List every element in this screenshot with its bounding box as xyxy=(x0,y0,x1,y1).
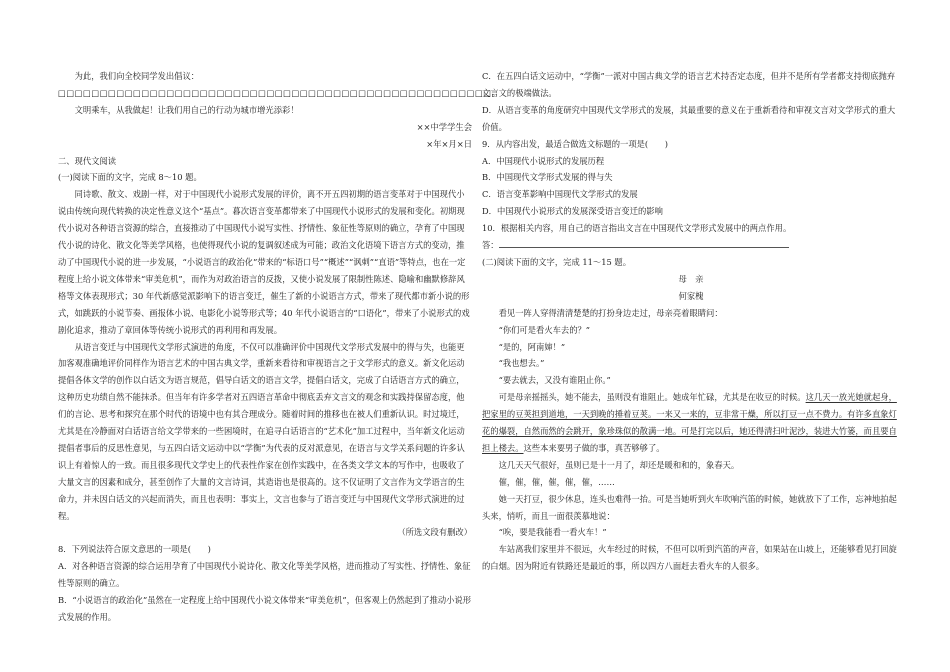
section-title: 二、现代文阅读 xyxy=(58,155,117,166)
story-paragraph-1: 看见一阵人穿得清清楚楚的打扮身边走过，母亲亮着眼睛问： xyxy=(498,307,723,318)
question-9-option-c: C．语言变革影响中国现代文学形式的发展 xyxy=(482,189,638,200)
story-title: 母 亲 xyxy=(678,273,704,284)
story-paragraph-2: “你们可是看火车去的？” xyxy=(498,324,591,335)
story-paragraph-5: “要去就去，又没有谁阻止你。” xyxy=(498,375,611,386)
story-paragraph-8: 催，催，催，催，催，催，…… xyxy=(498,476,615,487)
story-paragraph-3: “是的，阿南婶！” xyxy=(498,341,566,352)
question-8-option-d: D．从语言变革的角度研究中国现代文学形式的发展，其最重要的意义在于重新看待和审视文言对文学形式的重大价值。 xyxy=(482,104,896,132)
question-8-option-c: C．在五四白话文运动中，“学衡”一派对中国古典文学的语言艺术持否定态度，但并不是所有学者都支持彻底抛弃文言文的极端做法。 xyxy=(482,71,896,98)
question-10-stem: 10．根据相关内容，用自己的语言指出文言在中国现代文学形式发展中的两点作用。 xyxy=(482,223,792,234)
question-9-stem: 9．从内容出发，最适合做选文标题的一项是( ) xyxy=(482,138,668,149)
story-paragraph-11: 车站离我们家里并不很远，火车经过的时候，不但可以听到汽笛的声音，如果站在山坡上，还能够看见打回旋的白烟。因为附近有铁路还是最近的事，所以四方八面赶去看火车的人很多。 xyxy=(482,544,897,572)
right-column xyxy=(482,68,900,575)
subsection-1-title: (一)阅读下面的文字，完成 8～10 题。 xyxy=(58,172,202,183)
letter-date: ×年×月×日 xyxy=(426,138,472,149)
letter-signature: ××中学学生会 xyxy=(416,121,472,132)
story-paragraph-6-text: 可是母亲摇摇头，她不能去，虽则没有谁阻止。她成年忙碌，尤其是在收豆的时候。 xyxy=(498,392,806,403)
underlined-passage: 这几天一放光她就起身，把家里的豆荚担到道地，一天到晚的捶着豆荚。一来又一来的，豆非常干燥，所以打豆一点不费力。有许多直象灯花的爆裂，自然而然的会跳开，象珍珠似的散满一地。可是打完以后，她还得清扫叶泥沙，装进大竹篓，而且要自担上楼去。 xyxy=(482,392,897,453)
letter-slogan: 文明乘车，从我做起！让我们用自己的行动为城市增光添彩！ xyxy=(74,104,299,115)
placeholder-boxes: □□□□□□□□□□□□□□□□□□□□□□□□□□□□□□□□□□□□□□□□□□□□□□□□□□□□。 xyxy=(58,87,501,98)
question-9-option-d: D．中国现代小说形式的发展深受语言变迁的影响 xyxy=(482,206,663,217)
story-paragraph-9: 她一天打豆，很少休息，连头也难得一抬。可是当她听到火车吹响汽笛的时候，她就放下了工作，忘神地拍起头来，悄听，而且一面很羡慕地说： xyxy=(482,493,897,521)
question-9-option-a: A．中国现代小说形式的发展历程 xyxy=(482,155,605,166)
story-paragraph-4: “我也想去。” xyxy=(498,358,545,369)
question-8-option-a: A．对各种语言资源的综合运用孕育了中国现代小说诗化、散文化等美学风格，进而推动了写实性、抒情性、象征性等原则的确立。 xyxy=(58,561,471,589)
left-column xyxy=(58,68,501,626)
letter-intro: 为此，我们向全校同学发出倡议： xyxy=(74,71,200,81)
story-paragraph-7: 这几天天气很好，虽则已是十一月了，却还是暖和和的，象春天。 xyxy=(498,459,740,470)
story-paragraph-6 xyxy=(482,389,900,457)
question-9-option-b: B．中国现代文学形式发展的得与失 xyxy=(482,172,613,183)
question-8-option-b: B．“小说语言的政治化”虽然在一定程度上给中国现代小说文体带来“审美危机”，但客观上仍然起到了推动小说形式发展的作用。 xyxy=(58,595,472,622)
answer-blank[interactable] xyxy=(499,238,789,248)
article-paragraph-1: 同诗歌、散文、戏剧一样，对于中国现代小说形式发展的评价，离不开五四初期的语言变革对于中国现代小说由传统向现代转换的决定性意义这个“基点”。暮次语言变革都带来了中国现代小说形式的发展和变化。初期现代小说对各种语言资源的综合，直接推动了中国现代小说写实性、抒情性、象征性等原则的确立，孕育了中国现代小说的诗化、散文化等美学风格，也使得现代小说的复调叙述成为可能；政治文化语境下语言方式的变动，推动了中国现代小说的进一步发展，“小说语言的政治化”带来的“标语口号”“概述”“讽刺”“直语”等特点，也在一定程度上给小说文体带来“审美危机”，而作为对政治语言的反拨，又使小说发展了限制性陈述、隐喻和幽默修辞风格等文体表现形式；30 年代新感觉派影响下的语言变迁，催生了新的小说语言方式，带来了现代都市新小说的形式，如跳跃的小说节奏、画报体小说、电影化小说等形式等；40 年代小说语言的“口语化”，带来了小说形式的戏剧化追求，推动了章回体等传统小说形式的再利用和再发展。 xyxy=(58,189,470,335)
story-paragraph-10: “唉，要是我能看一看火车！” xyxy=(498,527,607,538)
source-note: （所选文段有删改） xyxy=(397,527,472,538)
story-author: 何家槐 xyxy=(678,290,704,301)
answer-label: 答： xyxy=(482,240,499,251)
article-paragraph-2: 从语言变迁与中国现代文学形式演进的角度，不仅可以准确评价中国现代文学形式发展中的得与失，也能更加客观准确地评价同样作为语言艺术的中国古典文学，重新来看待和审视语言之于文学形式的意义。新文化运动提倡各体文学的创作以白话文为语言规范，倡导白话文的语言文学，提倡白话文，完成了白话语言方式的确立，这种历史功绩自然不能抹杀。但当年有许多学者对五四语言革命中彻底丢弃文言文的观念和实践持保留态度，他们的言论、思考和探究在那个时代的语境中也有其合理成分。随着时间的推移也在被人们重新认识。时过境迁，尤其是在冷静面对白话语言给文学带来的一些困境时，在追寻白话语言的“艺术化”加工过程中，当年新文化运动提倡者事后的反思性意见，与五四白话文运动中以“学衡”为代表的反对派意见，在语言与文学关系问题的许多认识上有着惊人的一致。而且很多现代文学史上的代表性作家在创作实践中，在各类文学文本的写作中，也吸收了大量文言的因素和成分，甚至创作了大量的文言诗词，其造诣也是很高的。这不仅证明了文言作为文学语言的生命力，并未因白话文的兴起而消失，而且也表明：事实上，文言也参与了语言变迁与中国现代文学形式演进的过程。 xyxy=(58,341,465,521)
question-8-stem: 8．下列说法符合原文意思的一项是( ) xyxy=(58,544,211,555)
answer-line xyxy=(482,237,900,254)
story-paragraph-6-tail: 这些本来要男子做的事，真苦够够了。 xyxy=(523,442,665,453)
subsection-2-title: (二)阅读下面的文字，完成 11～15 题。 xyxy=(482,256,632,267)
